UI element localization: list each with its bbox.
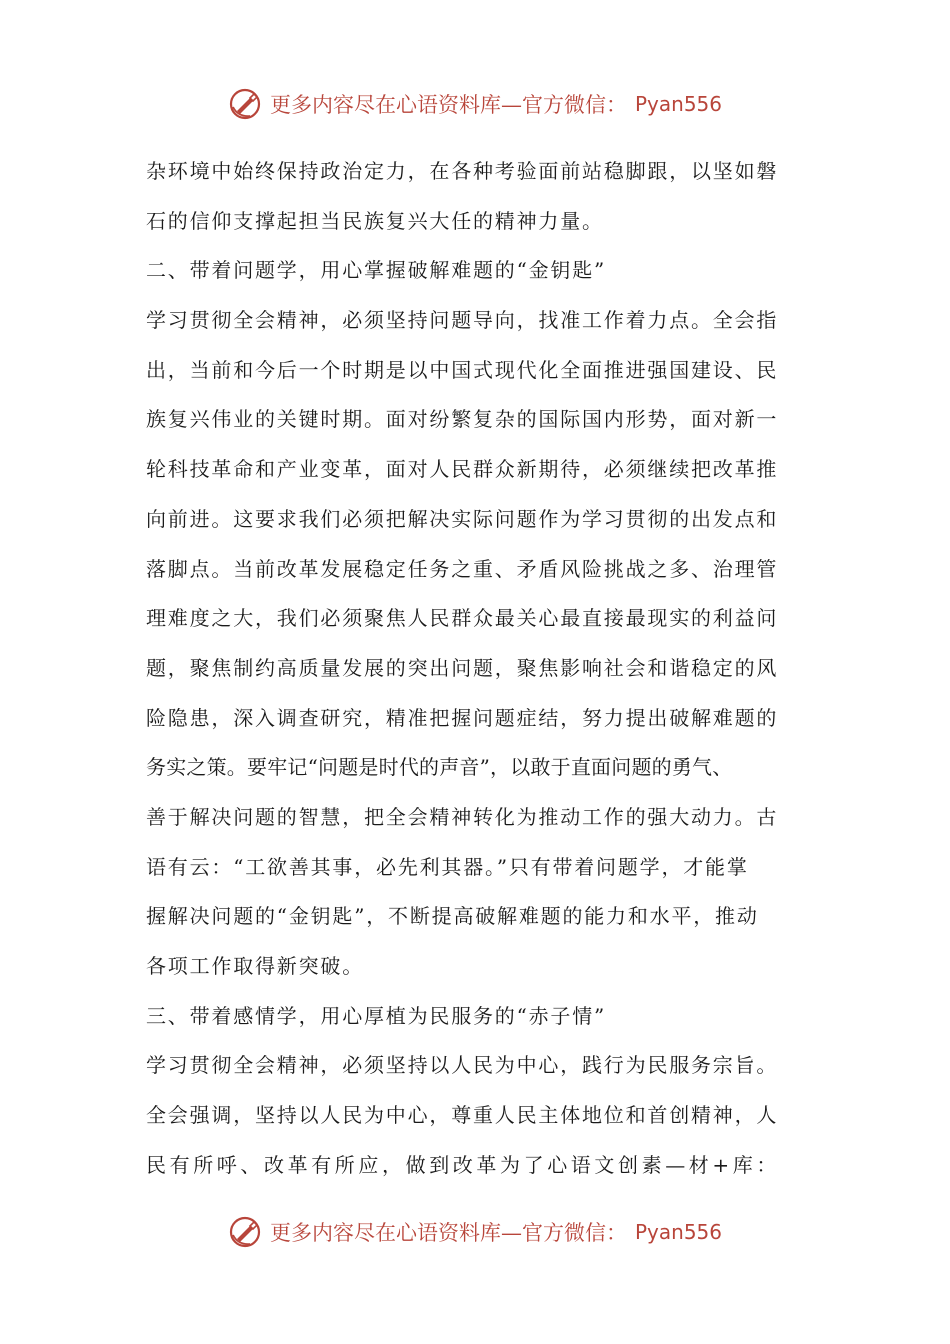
text-line: 务实之策。要牢记“问题是时代的声音”，以敢于直面问题的勇气、 [146,755,733,780]
watermark-content [228,87,722,121]
text-line: 向前进。这要求我们必须把解决实际问题作为学习贯彻的出发点和 [146,506,779,531]
text-line: 民有所呼、改革有所应，做到改革为了心语文创素—材+库： [146,1152,780,1177]
text-line: 轮科技革命和产业变革，面对人民群众新期待，必须继续把改革推 [146,457,779,482]
text-line: 全会强调，坚持以人民为中心，尊重人民主体地位和首创精神，人 [146,1103,779,1128]
text-line: 学习贯彻全会精神，必须坚持问题导向，找准工作着力点。全会指 [146,308,779,333]
text-line: 出，当前和今后一个时期是以中国式现代化全面推进强国建设、民 [146,357,779,382]
text-line: 落脚点。当前改革发展稳定任务之重、矛盾风险挑战之多、治理管 [146,556,779,581]
text-line: 语有云：“工欲善其事，必先利其器。”只有带着问题学，才能掌 [146,854,749,879]
watermark-wechat-id: Pyan556 [634,92,722,116]
text-line: 险隐患，深入调查研究，精准把握问题症结，努力提出破解难题的 [146,705,779,730]
text-line: 善于解决问题的智慧，把全会精神转化为推动工作的强大动力。古 [146,804,779,829]
footer-watermark [0,1212,950,1252]
section-heading: 二、带着问题学，用心掌握破解难题的“金钥匙” [146,258,607,283]
header-watermark [0,84,950,124]
document-body [146,147,816,1190]
text-line: 握解决问题的“金钥匙”，不断提高破解难题的能力和水平，推动 [146,904,759,929]
section-heading: 三、带着感情学，用心厚植为民服务的“赤子情” [146,1003,607,1028]
text-line: 理难度之大，我们必须聚焦人民群众最关心最直接最现实的利益问 [146,606,779,631]
text-line: 题，聚焦制约高质量发展的突出问题，聚焦影响社会和谐稳定的风 [146,655,779,680]
watermark-wechat-id: Pyan556 [634,1220,722,1244]
text-line: 族复兴伟业的关键时期。面对纷繁复杂的国际国内形势，面对新一 [146,407,779,432]
pen-logo-icon [228,87,262,121]
watermark-content [228,1215,722,1249]
watermark-text: 更多内容尽在心语资料库—官方微信： [269,1221,627,1245]
text-line: 各项工作取得新突破。 [146,954,364,978]
text-line: 石的信仰支撑起担当民族复兴大任的精神力量。 [146,208,604,233]
text-line: 学习贯彻全会精神，必须坚持以人民为中心，践行为民服务宗旨。 [146,1053,779,1078]
watermark-text: 更多内容尽在心语资料库—官方微信： [269,93,627,117]
pen-logo-icon [228,1215,262,1249]
text-line: 杂环境中始终保持政治定力，在各种考验面前站稳脚跟，以坚如磐 [146,159,779,183]
